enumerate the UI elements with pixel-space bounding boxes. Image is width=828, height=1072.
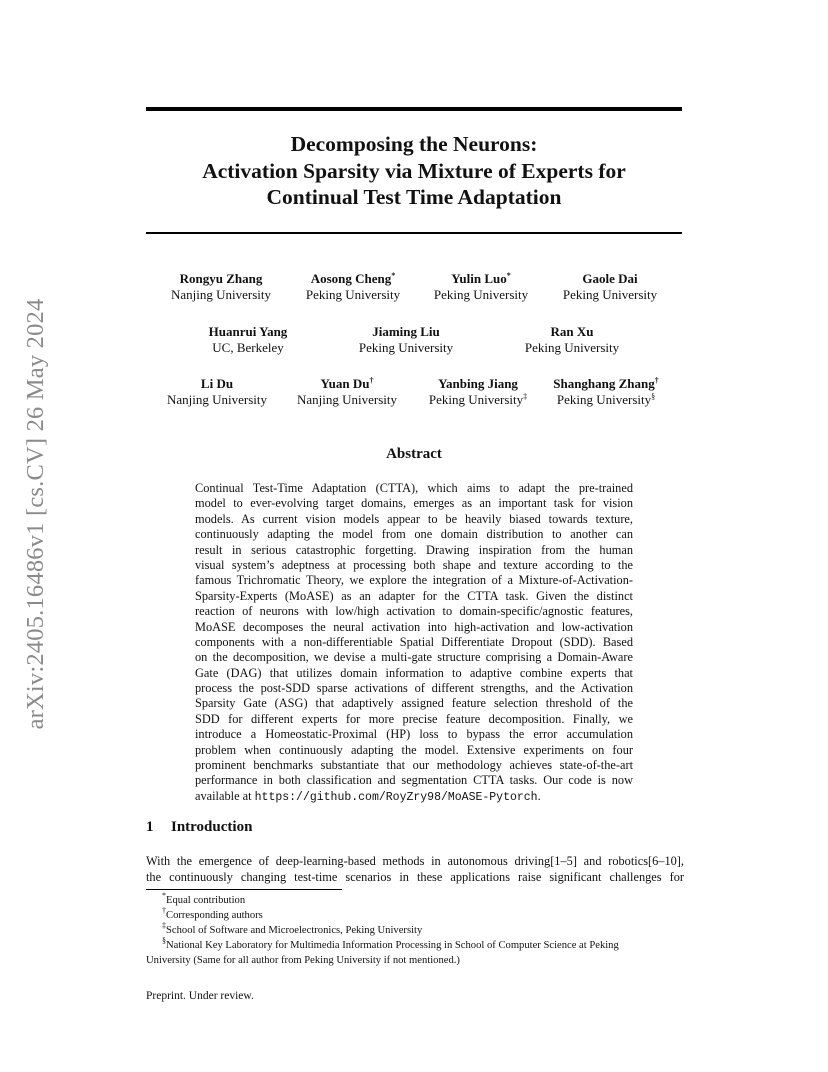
footnote-continuation: University (Same for all author from Peking University if not mentioned.) — [146, 955, 460, 966]
preprint-note: Preprint. Under review. — [146, 990, 254, 1002]
author-name: Shanghang Zhang — [553, 376, 655, 391]
footnote-mark: § — [162, 936, 166, 945]
author-name: Li Du — [200, 376, 234, 391]
author-name: Rongyu Zhang — [179, 271, 263, 286]
footnote-mark: * — [162, 891, 166, 900]
section-title: Introduction — [171, 819, 253, 835]
author-mark: * — [506, 271, 511, 280]
footnote — [146, 893, 684, 908]
author-name: Ran Xu — [550, 324, 594, 339]
section-number: 1 — [146, 819, 154, 835]
section-heading — [146, 819, 252, 836]
abstract-line: model to ever-evolving target domains, emerges as an important task for vision — [195, 496, 633, 511]
author-affiliation: Peking University — [433, 286, 529, 302]
author-block — [167, 376, 267, 407]
abstract-line: Continual Test-Time Adaptation (CTTA), which aims to adapt the pre-trained — [195, 481, 633, 495]
arxiv-id: arXiv:2405.16486v1 [cs.CV] 26 May 2024 — [22, 298, 49, 730]
author-block — [434, 271, 528, 302]
footnote — [146, 908, 684, 923]
title-line: Continual Test Time Adaptation — [266, 185, 562, 209]
author-block — [297, 376, 397, 407]
intro-line: the continuously changing test-time scenarios in these applications raise significant challenges for — [146, 870, 684, 884]
author-mark: † — [369, 376, 374, 385]
abstract-line — [195, 789, 633, 804]
author-affiliation: Peking University — [358, 339, 454, 355]
footnote — [146, 923, 684, 938]
footnote — [146, 938, 684, 953]
affiliation-mark: § — [651, 391, 656, 401]
footnote-mark: ‡ — [162, 921, 166, 930]
title-line: Activation Sparsity via Mixture of Experts for — [202, 158, 626, 183]
footnote-rule — [146, 889, 342, 890]
author-mark: † — [654, 376, 659, 385]
abstract-line: process the post-SDD sparse activations of different strengths, and the Activation — [195, 681, 633, 696]
author-affiliation: Peking University — [524, 339, 620, 355]
author-block — [525, 324, 619, 355]
abstract-last-suffix: . — [537, 788, 541, 803]
title-line: Decomposing the Neurons: — [290, 132, 538, 156]
abstract-line: famous Trichromatic Theory, we explore the integration of a Mixture-of-Activation- — [195, 573, 633, 588]
author-affiliation: Nanjing University — [170, 286, 272, 302]
abstract-line: on the decomposition, we devise a multi-gate structure comprising a Domain-Aware — [195, 650, 633, 665]
author-block — [563, 271, 657, 302]
intro-line: With the emergence of deep-learning-based methods in autonomous driving[1–5] and robotics[6–10], — [146, 854, 684, 868]
author-block — [429, 376, 527, 407]
abstract-line: problem when continuously adapting the model. Extensive experiments on four — [195, 742, 633, 757]
author-block — [553, 376, 659, 407]
footnote-mark: † — [162, 906, 166, 915]
author-affiliation: Nanjing University — [296, 391, 398, 407]
abstract-line: prominent benchmarks substantiate that our methodology achieves state-of-the-art — [195, 758, 633, 773]
author-affiliation: Peking University — [305, 286, 401, 302]
author-name: Gaole Dai — [582, 271, 638, 286]
author-block — [209, 324, 288, 355]
abstract-line: Gate (DAG) that utilizes domain information to adaptive combine experts that — [195, 665, 633, 680]
abstract-body — [195, 481, 633, 804]
author-affiliation: Peking University — [556, 391, 652, 407]
abstract-line: models. As current vision models appear to be heavily biased towards texture, — [195, 511, 633, 526]
abstract-line: components with a non-differentiable Spatial Differentiate Dropout (SDD). Based — [195, 634, 633, 649]
abstract-line: reaction of neurons with low/high activation to domain-specific/agnostic features, — [195, 604, 633, 619]
abstract-heading: Abstract — [386, 446, 442, 462]
author-block — [171, 271, 271, 302]
footnote-text: Equal contribution — [166, 895, 246, 906]
author-name: Huanrui Yang — [208, 324, 288, 339]
author-name: Yanbing Jiang — [438, 376, 518, 391]
title-top-rule — [146, 107, 682, 111]
author-name: Jiaming Liu — [372, 324, 440, 339]
footnotes — [146, 893, 684, 968]
code-link[interactable]: https://github.com/RoyZry98/MoASE-Pytorch — [254, 790, 538, 804]
footnote-text: School of Software and Microelectronics, Peking University — [166, 925, 423, 936]
footnote-text: National Key Laboratory for Multimedia Information Processing in School of Computer Science at Peking — [166, 940, 619, 951]
author-name: Yulin Luo — [451, 271, 507, 286]
author-block — [306, 271, 400, 302]
author-name: Yuan Du — [320, 376, 370, 391]
abstract-line: introduce a Homeostatic-Proximal (HP) loss to bypass the error accumulation — [195, 727, 633, 742]
abstract-line: Sparsity-Experts (MoASE) as an adapter for the CTTA task. Given the distinct — [195, 588, 633, 603]
abstract-line: performance in both classification and segmentation CTTA tasks. Our code is now — [195, 773, 633, 788]
author-affiliation: Peking University — [428, 391, 524, 407]
author-affiliation: UC, Berkeley — [212, 339, 284, 355]
abstract-line: visual system’s adeptness at processing both shape and texture according to the — [195, 557, 633, 572]
author-mark: * — [391, 271, 396, 280]
abstract-line: continuously adapting the model from one domain distribution to another can — [195, 527, 633, 542]
author-block — [359, 324, 453, 355]
author-name: Aosong Cheng — [310, 271, 392, 286]
abstract-line: SDD for different experts for more precise feature decomposition. Finally, we — [195, 711, 633, 726]
author-affiliation: Nanjing University — [166, 391, 268, 407]
abstract-line: Sparsity Gate (ASG) that adaptively assigned feature selection threshold of the — [195, 696, 633, 711]
abstract-line: MoASE decomposes the neural activation into high-activation and low-activation — [195, 619, 633, 634]
affiliation-mark: ‡ — [523, 391, 528, 401]
abstract-line: result in serious catastrophic forgetting. Drawing inspiration from the human — [195, 542, 633, 557]
title-bottom-rule — [146, 232, 682, 234]
arxiv-stamp — [19, 268, 53, 760]
intro-body — [146, 853, 684, 885]
author-affiliation: Peking University — [562, 286, 658, 302]
paper-title — [146, 131, 682, 211]
footnote-text: Corresponding authors — [166, 910, 263, 921]
abstract-last-prefix: available at — [195, 788, 255, 803]
